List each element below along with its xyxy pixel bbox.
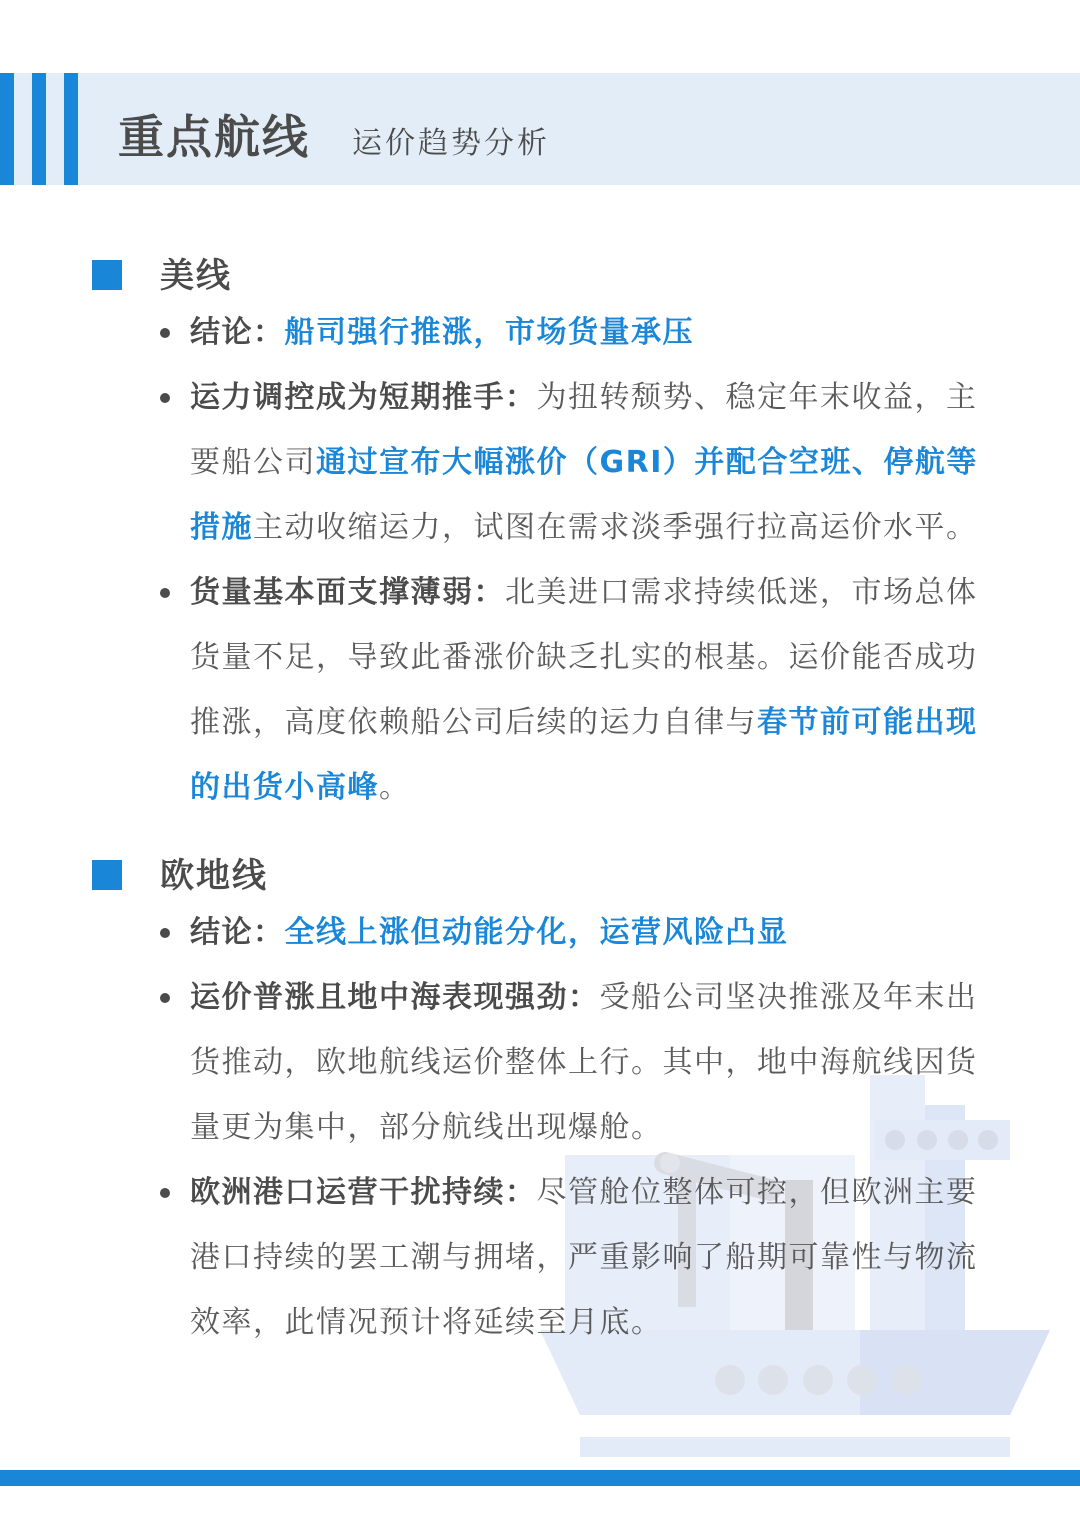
section-title: 欧地线 — [160, 856, 268, 896]
page-title: 重点航线 — [118, 110, 310, 164]
item-label: 运力调控成为短期推手： — [190, 380, 537, 415]
bullet-icon — [160, 928, 170, 938]
header-stripe — [64, 73, 78, 185]
item-label: 结论： — [190, 315, 285, 350]
list-item — [190, 965, 990, 1160]
list-item — [190, 300, 990, 365]
item-highlight: 船司强行推涨，市场货量承压 — [284, 315, 694, 350]
item-label: 欧洲港口运营干扰持续： — [190, 1175, 537, 1210]
item-highlight: 通过宣布大幅涨价（GRI）并配合空班、停航等措施 — [190, 445, 978, 545]
list-item — [190, 560, 990, 820]
section-marker — [92, 260, 122, 290]
item-label: 结论： — [190, 915, 285, 950]
item-text: 。 — [379, 770, 411, 805]
list-item — [190, 1160, 990, 1355]
item-text: 尽管舱位整体可控，但欧洲主要港口持续的罢工潮与拥堵，严重影响了船期可靠性与物流效率，此情况预计将延续至月底。 — [190, 1175, 978, 1340]
bullet-icon — [160, 393, 170, 403]
page-subtitle: 运价趋势分析 — [352, 126, 550, 161]
section-marker — [92, 860, 122, 890]
item-highlight: 春节前可能出现的出货小高峰 — [190, 705, 978, 805]
item-text: 受船公司坚决推涨及年末出货推动，欧地航线运价整体上行。其中，地中海航线因货量更为集中，部分航线出现爆舱。 — [190, 980, 978, 1145]
section-title: 美线 — [160, 256, 232, 296]
item-highlight: 全线上涨但动能分化，运营风险凸显 — [284, 915, 789, 950]
header-band — [0, 73, 1080, 185]
item-text: 北美进口需求持续低迷，市场总体货量不足，导致此番涨价缺乏扎实的根基。运价能否成功推涨，高度依赖船公司后续的运力自律与 — [190, 575, 978, 740]
bullet-icon — [160, 328, 170, 338]
bullet-icon — [160, 993, 170, 1003]
item-label: 运价普涨且地中海表现强劲： — [190, 980, 600, 1015]
header-stripe — [0, 73, 14, 185]
item-text: 为扭转颓势、稳定年末收益，主要船公司 — [190, 380, 978, 480]
bullet-icon — [160, 1188, 170, 1198]
list-item — [190, 365, 990, 560]
footer-line — [0, 1470, 1080, 1486]
list-item — [190, 900, 990, 965]
bullet-icon — [160, 588, 170, 598]
item-text: 主动收缩运力，试图在需求淡季强行拉高运价水平。 — [253, 510, 978, 545]
header-stripe — [32, 73, 46, 185]
item-label: 货量基本面支撑薄弱： — [190, 575, 505, 610]
